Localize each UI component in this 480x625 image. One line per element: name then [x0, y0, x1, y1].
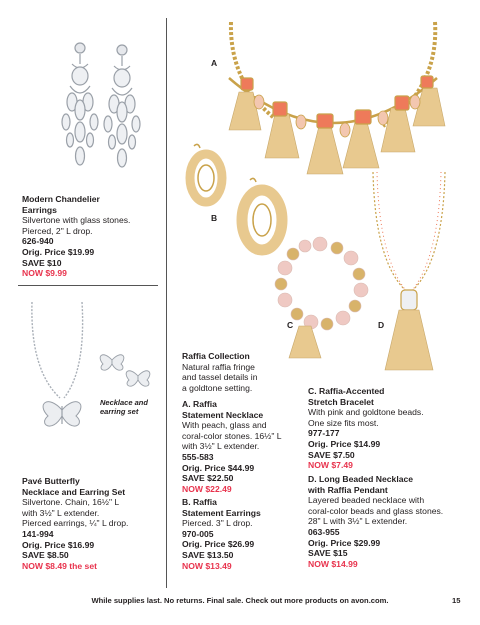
product-name-line: B. Raffia: [182, 497, 217, 507]
original-price: Orig. Price $29.99: [308, 537, 381, 548]
chandelier-earrings-image: [50, 40, 160, 175]
product-raffia-earrings: [182, 497, 304, 571]
savings: SAVE $7.50: [308, 449, 355, 460]
product-name-line: A. Raffia: [182, 399, 217, 409]
butterfly-necklace-image: [20, 300, 160, 450]
product-desc-line: With pink and goldtone beads.: [308, 407, 424, 418]
label-b: B: [211, 213, 218, 223]
collection-desc-line: and tassel details in: [182, 372, 258, 383]
product-name-line: D. Long Beaded Necklace: [308, 474, 414, 484]
original-price: Orig. Price $14.99: [308, 438, 381, 449]
product-desc-line: Silvertone with glass stones.: [22, 215, 131, 226]
savings: SAVE $22.50: [182, 473, 234, 484]
label-d: D: [378, 320, 385, 330]
label-a: A: [211, 58, 218, 68]
original-price: Orig. Price $26.99: [182, 539, 255, 550]
long-beaded-necklace-image: [365, 170, 455, 375]
savings: SAVE $10: [22, 257, 62, 268]
product-name-line: with Raffia Pendant: [308, 484, 388, 495]
product-name-line: Statement Necklace: [182, 409, 264, 420]
product-desc-line: coral-color stones. 16½" L: [182, 430, 282, 441]
product-desc-line: with 3½" L extender.: [182, 441, 260, 452]
product-sku: 555-583: [182, 451, 214, 462]
product-name-line: Stretch Bracelet: [308, 396, 374, 407]
product-desc-line: with 3½" L extender.: [22, 507, 100, 518]
product-name-line: Statement Earrings: [182, 507, 261, 518]
product-beaded-necklace: [308, 474, 473, 569]
sale-price: NOW $22.49: [182, 483, 232, 494]
product-desc-line: One size fits most.: [308, 417, 379, 428]
product-butterfly-set: [22, 476, 164, 571]
product-desc-line: Silvertone. Chain, 16½" L: [22, 497, 120, 508]
savings: SAVE $8.50: [22, 550, 69, 561]
product-name-line: Pavé Butterfly: [22, 476, 80, 486]
product-sku: 970-005: [182, 528, 214, 539]
collection-desc-line: Natural raffia fringe: [182, 361, 255, 372]
product-name: Modern Chandelier Earrings: [22, 194, 100, 215]
sale-price: NOW $13.49: [182, 560, 232, 571]
raffia-collection-intro: [182, 351, 302, 393]
product-desc-line: With peach, glass and: [182, 420, 267, 431]
sale-price: NOW $8.49 the set: [22, 560, 97, 571]
product-sku: 626-940: [22, 236, 54, 247]
product-sku: 063-955: [308, 526, 340, 537]
raffia-stretch-bracelet-image: [265, 232, 375, 362]
section-divider-left: [18, 285, 158, 286]
butterfly-set-caption: [100, 398, 162, 416]
collection-desc-line: a goldtone setting.: [182, 382, 253, 393]
product-desc-line: Layered beaded necklace with: [308, 495, 425, 506]
savings: SAVE $13.50: [182, 549, 234, 560]
page-number: 15: [452, 596, 461, 605]
product-desc-line: 28" L with 3½" L extender.: [308, 516, 408, 527]
product-desc-line: Pierced. 3" L drop.: [182, 518, 253, 529]
product-name-line: C. Raffia-Accented: [308, 386, 385, 396]
label-c: C: [287, 320, 294, 330]
product-sku: 141-994: [22, 528, 54, 539]
savings: SAVE $15: [308, 548, 348, 559]
original-price: Orig. Price $16.99: [22, 539, 95, 550]
original-price: Orig. Price $44.99: [182, 462, 255, 473]
caption-line: Necklace and: [100, 398, 148, 407]
product-chandelier-earrings: [22, 194, 162, 279]
product-desc-line: Pierced earrings, ¼" L drop.: [22, 518, 129, 529]
sale-price: NOW $14.99: [308, 558, 358, 569]
caption-line: earring set: [100, 407, 139, 416]
product-raffia-bracelet: [308, 386, 468, 471]
product-raffia-necklace: [182, 399, 304, 494]
sale-price: NOW $7.49: [308, 460, 353, 471]
product-desc-line: Pierced, 2" L drop.: [22, 225, 93, 236]
sale-price: NOW $9.99: [22, 268, 67, 279]
product-desc-line: coral-color beads and glass stones.: [308, 505, 444, 516]
footer-disclaimer: While supplies last. No returns. Final sale. Check out more products on avon.com.: [91, 596, 389, 605]
column-divider-left: [166, 18, 167, 588]
original-price: Orig. Price $19.99: [22, 246, 95, 257]
collection-title: Raffia Collection: [182, 351, 250, 361]
product-sku: 977-177: [308, 428, 340, 439]
product-name-line: Necklace and Earring Set: [22, 486, 126, 497]
